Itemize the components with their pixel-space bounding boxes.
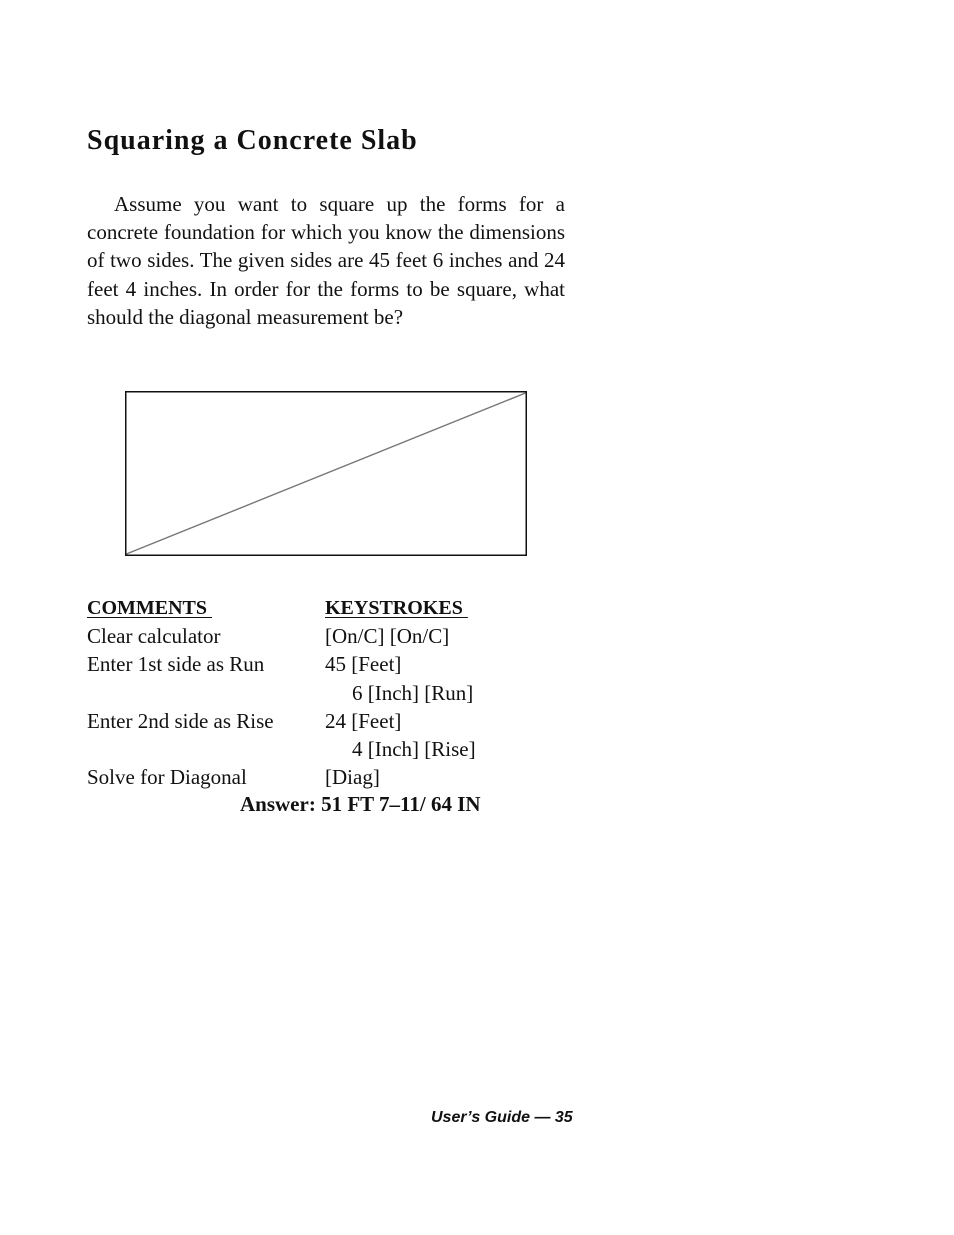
row-comment: Enter 1st side as Run: [87, 652, 265, 677]
table-row: [87, 735, 557, 763]
table-row: [87, 679, 557, 707]
table-row: [87, 707, 557, 735]
comments-header: COMMENTS: [87, 597, 207, 619]
table-row: [87, 650, 557, 678]
row-comment: Clear calculator: [87, 624, 221, 649]
section-title: Squaring a Concrete Slab: [87, 125, 418, 156]
row-keystrokes: 45 [Feet]: [325, 652, 402, 677]
table-row: [87, 622, 557, 650]
slab-diagonal: [127, 393, 526, 554]
table-row: [87, 763, 557, 791]
row-comment: Enter 2nd side as Rise: [87, 708, 274, 733]
slab-diagram-svg: [125, 391, 527, 556]
answer-line: Answer: 51 FT 7–11/ 64 IN: [240, 792, 481, 816]
intro-paragraph: Assume you want to square up the forms for a concrete foundation for which you know the dimensions of two sides. The given sides are 45 feet 6 inches and 24 feet 4 inches. In order for the forms to be square, what should the diagonal measurement be?: [87, 192, 565, 329]
keystrokes-header: KEYSTROKES: [325, 597, 463, 619]
keystroke-table: [87, 594, 557, 791]
row-keystrokes: 6 [Inch] [Run]: [352, 680, 474, 705]
row-comment: Solve for Diagonal: [87, 765, 247, 790]
row-keystrokes: [Diag]: [325, 765, 380, 790]
page-footer: User’s Guide — 35: [431, 1109, 573, 1126]
row-keystrokes: 4 [Inch] [Rise]: [352, 736, 476, 761]
row-keystrokes: 24 [Feet]: [325, 708, 402, 733]
slab-diagram: [125, 391, 527, 556]
table-header-row: [87, 594, 557, 622]
row-keystrokes: [On/C] [On/C]: [325, 624, 450, 649]
